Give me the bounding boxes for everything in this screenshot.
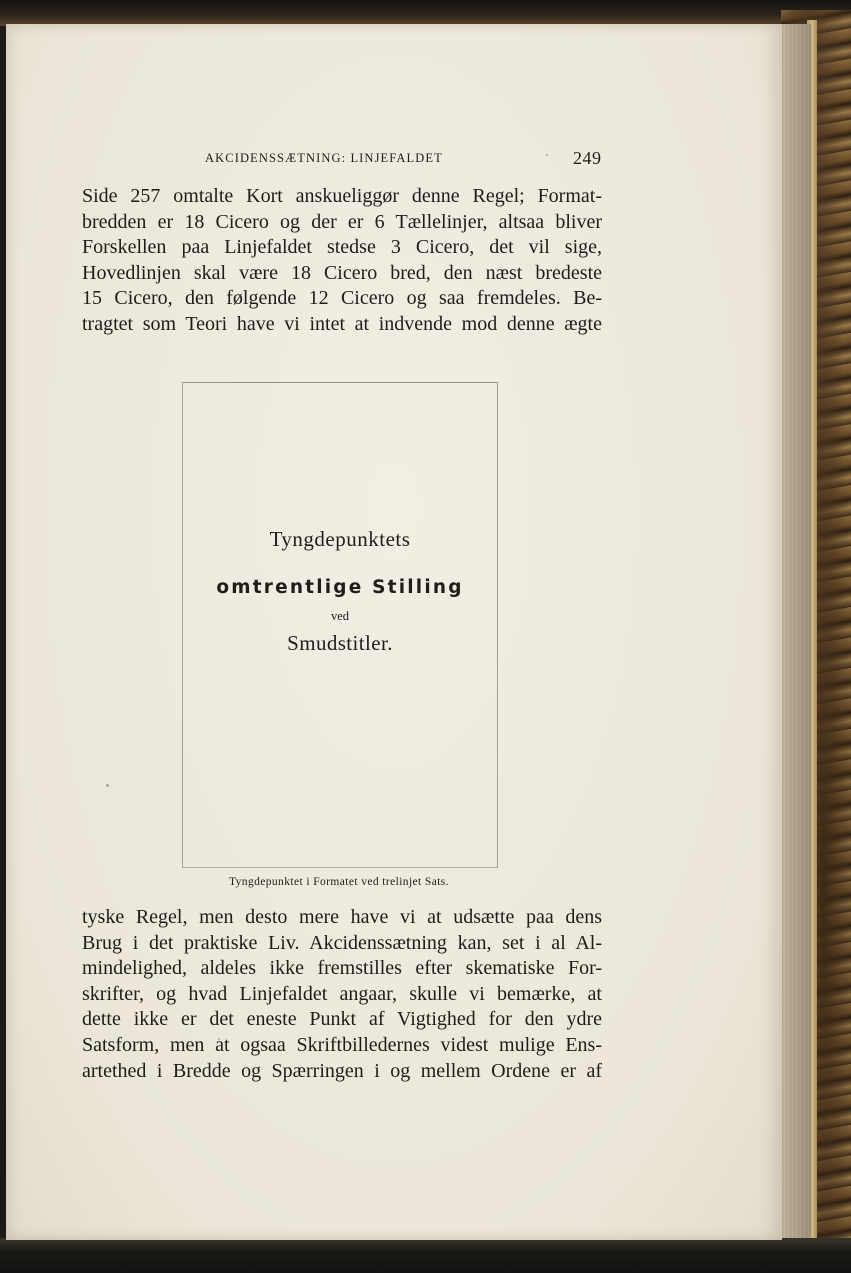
text-line: 15 Cicero, den følgende 12 Cicero og saa fremdeles. Be- [82,287,602,310]
figure-box [182,382,498,868]
text-line: bredden er 18 Cicero og der er 6 Tællelinjer, altsaa bliver [82,210,602,233]
page-number: 249 [573,148,602,168]
running-title: AKCIDENSSÆTNING: LINJEFALDET [205,151,443,165]
figure-text-line-2: omtrentlige Stilling [216,577,464,598]
text-line: artethed i Bredde og Spærringen i og mellem Ordene er af [82,1059,602,1082]
text-line: Side 257 omtalte Kort anskueliggør denne Regel; Format- [82,185,602,207]
text-line: Hovedlinjen skal være 18 Cicero bred, den næst bredeste [82,261,602,284]
paper-speck [106,784,109,787]
text-line: mindelighed, aldeles ikke fremstilles efter skematiske For- [82,957,602,980]
text-line: tyske Regel, men desto mere have vi at udsætte paa dens [82,906,602,928]
figure-text-line-1: Tyngdepunktets [269,527,411,551]
text-line: Forskellen paa Linjefaldet stedse 3 Cicero, det vil sige, [82,236,602,259]
text-line: Brug i det praktiske Liv. Akcidenssætning kan, set i al Al- [82,931,602,954]
running-head [205,148,605,170]
scan-bottom-border [0,1238,851,1273]
figure-text-line-4: Smudstitler. [287,631,393,655]
paragraph-bottom [82,905,602,1084]
figure-text-line-3: ved [330,609,350,623]
text-line: tragtet som Teori have vi intet at indvende mod denne ægte [82,312,602,335]
text-line: skrifter, og hvad Linjefaldet angaar, skulle vi bemærke, at [82,982,602,1005]
text-line: dette ikke er det eneste Punkt af Vigtighed for den ydre [82,1008,602,1031]
figure-caption: Tyngdepunktet i Formatet ved trelinjet Sats. [229,876,449,888]
text-line: Satsform, men at ogsaa Skriftbilledernes videst mulige Ens- [82,1033,602,1056]
scan-top-border [0,0,851,26]
paragraph-top [82,184,602,338]
